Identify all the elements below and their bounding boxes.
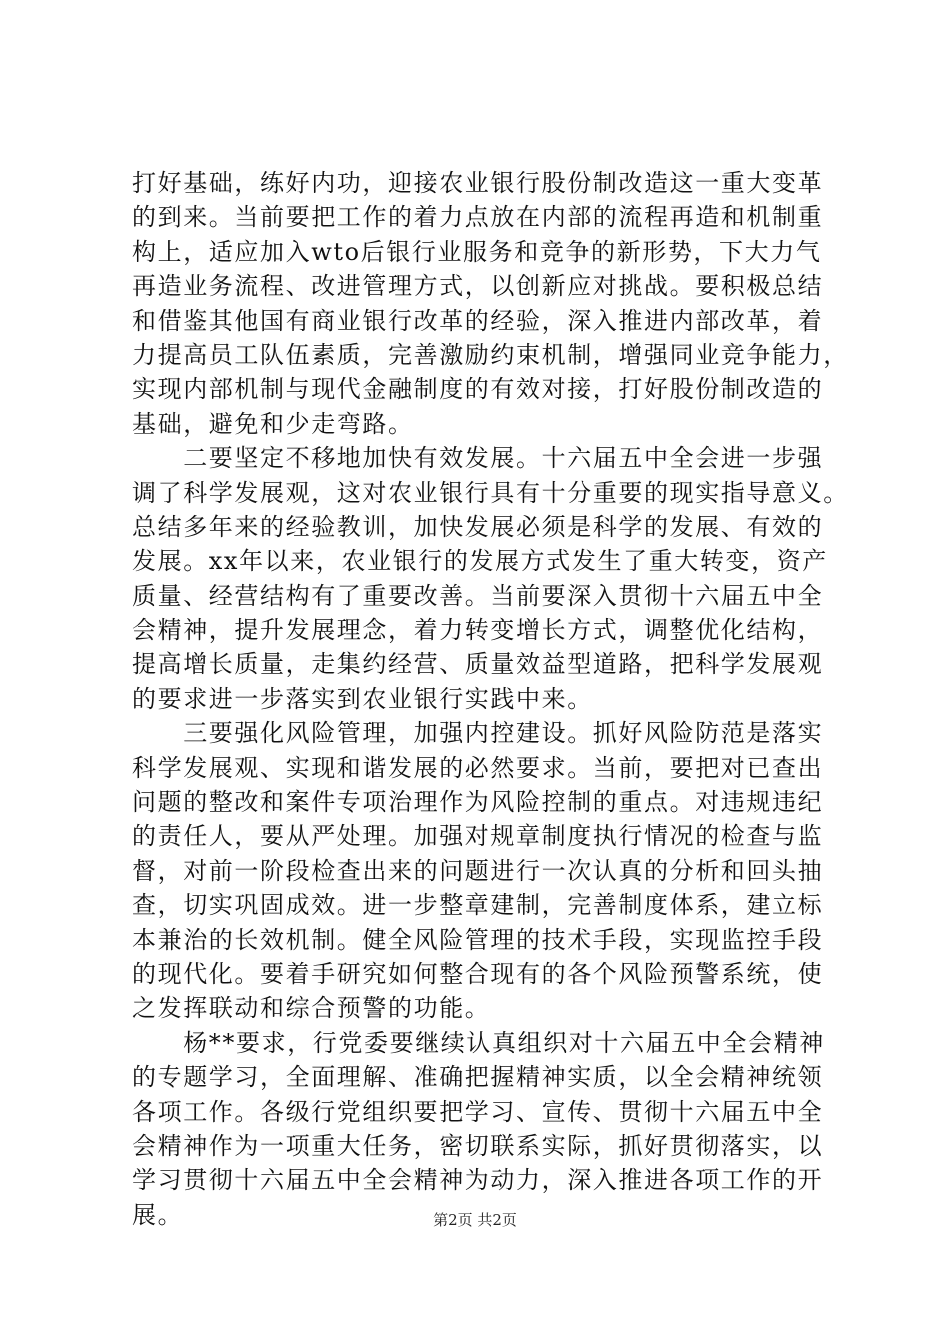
text-line: 各项工作。各级行党组织要把学习、宣传、贯彻十六届五中全 [132, 1097, 824, 1126]
text-line: 会精神，提升发展理念，着力转变增长方式，调整优化结构， [132, 616, 824, 645]
document-body [132, 166, 852, 1232]
text-line: 总结多年来的经验教训，加快发展必须是科学的发展、有效的 [132, 512, 824, 541]
text-line: 的到来。当前要把工作的着力点放在内部的流程再造和机制重 [132, 203, 824, 232]
text-line: 发展。xx年以来，农业银行的发展方式发生了重大转变，资产 [132, 547, 828, 576]
text-line: 打好基础，练好内功，迎接农业银行股份制改造这一重大变革 [132, 169, 824, 197]
text-line: 展。 [132, 1200, 184, 1229]
text-line: 质量、经营结构有了重要改善。当前要深入贯彻十六届五中全 [132, 581, 824, 610]
text-line: 三要强化风险管理，加强内控建设。抓好风险防范是落实 [132, 719, 824, 748]
text-line: 之发挥联动和综合预警的功能。 [132, 994, 491, 1023]
text-line: 基础，避免和少走弯路。 [132, 409, 414, 438]
text-line: 提高增长质量，走集约经营、质量效益型道路，把科学发展观 [132, 650, 824, 679]
text-line: 再造业务流程、改进管理方式，以创新应对挑战。要积极总结 [132, 272, 824, 301]
text-line: 的现代化。要着手研究如何整合现有的各个风险预警系统，使 [132, 959, 824, 988]
text-line: 本兼治的长效机制。健全风险管理的技术手段，实现监控手段 [132, 925, 824, 954]
text-line: 会精神作为一项重大任务，密切联系实际，抓好贯彻落实，以 [132, 1131, 824, 1160]
text-line: 的要求进一步落实到农业银行实践中来。 [132, 684, 593, 713]
text-line: 调了科学发展观，这对农业银行具有十分重要的现实指导意义。 [132, 478, 849, 507]
text-line: 学习贯彻十六届五中全会精神为动力，深入推进各项工作的开 [132, 1166, 824, 1195]
text-line: 构上，适应加入wto后银行业服务和竞争的新形势，下大力气 [132, 237, 822, 266]
page-footer: 第2页 共2页 [433, 1211, 517, 1229]
text-line: 的专题学习，全面理解、准确把握精神实质，以全会精神统领 [132, 1063, 824, 1092]
text-line: 问题的整改和案件专项治理作为风险控制的重点。对违规违纪 [132, 788, 824, 817]
text-line: 力提高员工队伍素质，完善激励约束机制，增强同业竞争能力， [132, 340, 849, 369]
text-line: 实现内部机制与现代金融制度的有效对接，打好股份制改造的 [132, 375, 824, 404]
text-line: 科学发展观、实现和谐发展的必然要求。当前，要把对已查出 [132, 753, 824, 782]
text-line: 督，对前一阶段检查出来的问题进行一次认真的分析和回头抽 [132, 856, 824, 885]
text-line: 的责任人，要从严处理。加强对规章制度执行情况的检查与监 [132, 822, 824, 851]
text-line: 和借鉴其他国有商业银行改革的经验，深入推进内部改革，着 [132, 306, 824, 335]
text-line: 查，切实巩固成效。进一步整章建制，完善制度体系，建立标 [132, 891, 824, 920]
text-line: 二要坚定不移地加快有效发展。十六届五中全会进一步强 [132, 444, 824, 473]
text-line: 杨**要求，行党委要继续认真组织对十六届五中全会精神 [132, 1028, 825, 1057]
